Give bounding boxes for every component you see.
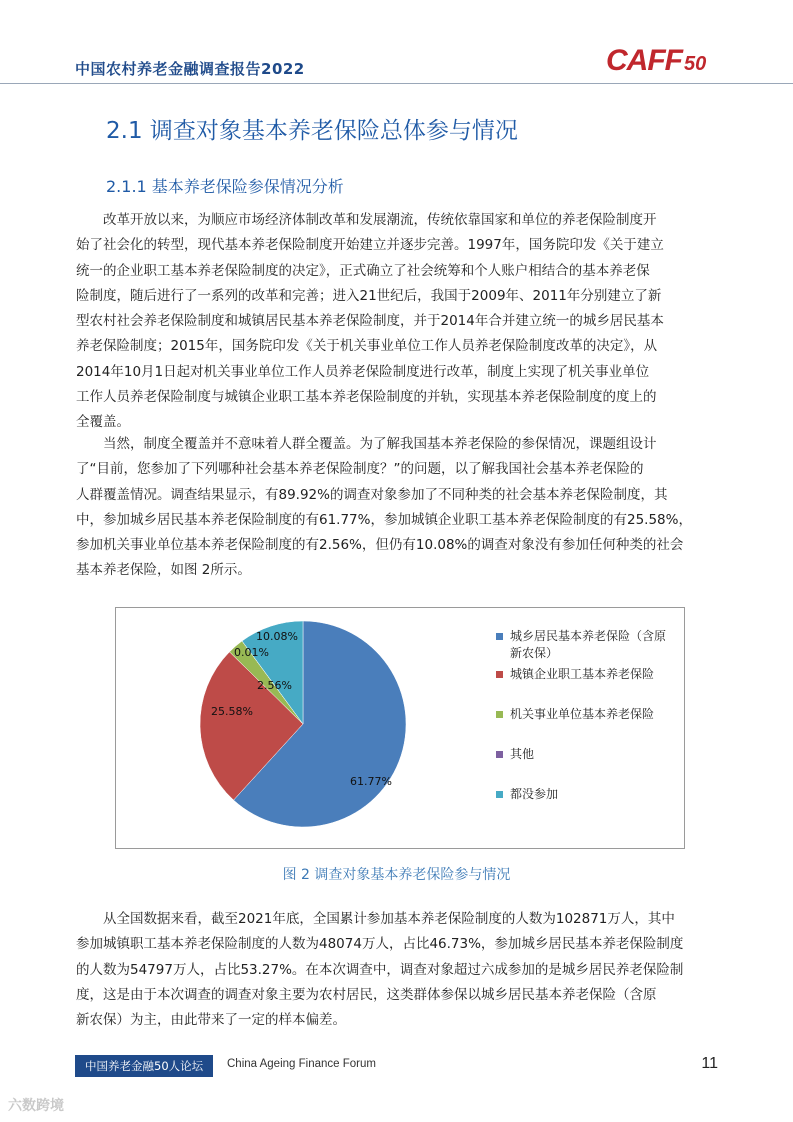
forum-badge: 中国养老金融50人论坛 xyxy=(75,1055,213,1077)
paragraph-line: 始了社会化的转型，现代基本养老保险制度开始建立并逐步完善。1997年，国务院印发《关于建立 xyxy=(76,237,664,254)
pie-data-label: 61.77% xyxy=(350,775,392,788)
paragraph-line: 养老保险制度；2015年，国务院印发《关于机关事业单位工作人员养老保险制度改革的决定》，从 xyxy=(76,338,658,355)
legend-swatch xyxy=(496,711,503,718)
logo-text: CAFF xyxy=(606,44,682,77)
paragraph-line: 度，这是由于本次调查的调查对象主要为农村居民，这类群体参保以城乡居民基本养老保险（含原 xyxy=(76,986,657,1003)
watermark: 六数跨境 xyxy=(8,1098,64,1114)
section-heading: 2.1 调查对象基本养老保险总体参与情况 xyxy=(106,118,518,144)
paragraph-line: 了“目前，您参加了下列哪种社会基本养老保险制度？”的问题，以了解我国社会基本养老保险的 xyxy=(76,461,644,478)
page-header xyxy=(0,0,793,84)
pie-data-label: 2.56% xyxy=(257,679,292,692)
paragraph-line: 型农村社会养老保险制度和城镇居民基本养老保险制度，并于2014年合并建立统一的城乡居民基本 xyxy=(76,313,664,330)
paragraph-line: 2014年10月1日起对机关事业单位工作人员养老保险制度进行改革，制度上实现了机关事业单位 xyxy=(76,363,650,380)
pie-chart-frame xyxy=(115,607,685,849)
forum-english-name: China Ageing Finance Forum xyxy=(227,1058,376,1070)
legend-label: 城镇企业职工基本养老保险 xyxy=(510,667,655,681)
subsection-heading: 2.1.1 基本养老保险参保情况分析 xyxy=(106,177,344,196)
paragraph-line: 参加机关事业单位基本养老保险制度的有2.56%，但仍有10.08%的调查对象没有参加任何种类的社会 xyxy=(76,537,684,554)
legend-label: 都没参加 xyxy=(510,787,559,801)
legend-swatch xyxy=(496,751,503,758)
legend-label: 其他 xyxy=(510,747,535,761)
legend-swatch xyxy=(496,633,503,640)
paragraph-line: 改革开放以来，为顺应市场经济体制改革和发展潮流，传统依靠国家和单位的养老保险制度开 xyxy=(103,212,657,228)
legend-label: 城乡居民基本养老保险（含原新农保） xyxy=(510,629,667,660)
pie-data-label: 0.01% xyxy=(234,646,269,659)
paragraph-2 xyxy=(76,432,718,584)
legend-swatch xyxy=(496,791,503,798)
report-title: 中国农村养老金融调查报告2022 xyxy=(75,60,305,78)
paragraph-3 xyxy=(76,907,718,1033)
paragraph-line: 工作人员养老保险制度与城镇企业职工基本养老保险制度的并轨，实现基本养老保险制度的度上的 xyxy=(76,389,657,406)
paragraph-line: 人群覆盖情况。调查结果显示，有89.92%的调查对象参加了不同种类的社会基本养老保险制度，其 xyxy=(76,486,668,503)
paragraph-1 xyxy=(76,208,718,436)
logo-number: 50 xyxy=(683,53,707,75)
figure-caption: 图 2 调查对象基本养老保险参与情况 xyxy=(282,867,511,883)
paragraph-line: 当然，制度全覆盖并不意味着人群全覆盖。为了解我国基本养老保险的参保情况，课题组设计 xyxy=(103,436,657,452)
legend-label: 机关事业单位基本养老保险 xyxy=(510,707,655,721)
paragraph-line: 统一的企业职工基本养老保险制度的决定》，正式确立了社会统筹和个人账户相结合的基本养老保 xyxy=(76,262,650,279)
pie-data-label: 25.58% xyxy=(211,705,253,718)
paragraph-line: 参加城镇职工基本养老保险制度的人数为48074万人，占比46.73%，参加城乡居民基本养老保险制度 xyxy=(76,936,684,953)
paragraph-line: 基本养老保险，如图 2所示。 xyxy=(76,562,251,579)
pie-data-label: 10.08% xyxy=(256,630,298,643)
page-number: 11 xyxy=(701,1055,718,1072)
paragraph-line: 中，参加城乡居民基本养老保险制度的有61.77%，参加城镇企业职工基本养老保险制度的有25.58%， xyxy=(76,511,692,528)
caff-logo xyxy=(606,44,706,78)
paragraph-line: 新农保）为主，由此带来了一定的样本偏差。 xyxy=(76,1012,346,1029)
paragraph-line: 从全国数据来看，截至2021年底，全国累计参加基本养老保险制度的人数为102871万人，其中 xyxy=(103,911,675,927)
legend-swatch xyxy=(496,671,503,678)
paragraph-line: 全覆盖。 xyxy=(76,414,130,431)
page-footer xyxy=(75,1055,718,1077)
header-divider xyxy=(0,83,793,84)
paragraph-line: 险制度，随后进行了一系列的改革和完善；进入21世纪后，我国于2009年、2011年分别建立了新 xyxy=(76,287,662,304)
paragraph-line: 的人数为54797万人，占比53.27%。在本次调查中，调查对象超过六成参加的是城乡居民养老保险制 xyxy=(76,961,684,978)
